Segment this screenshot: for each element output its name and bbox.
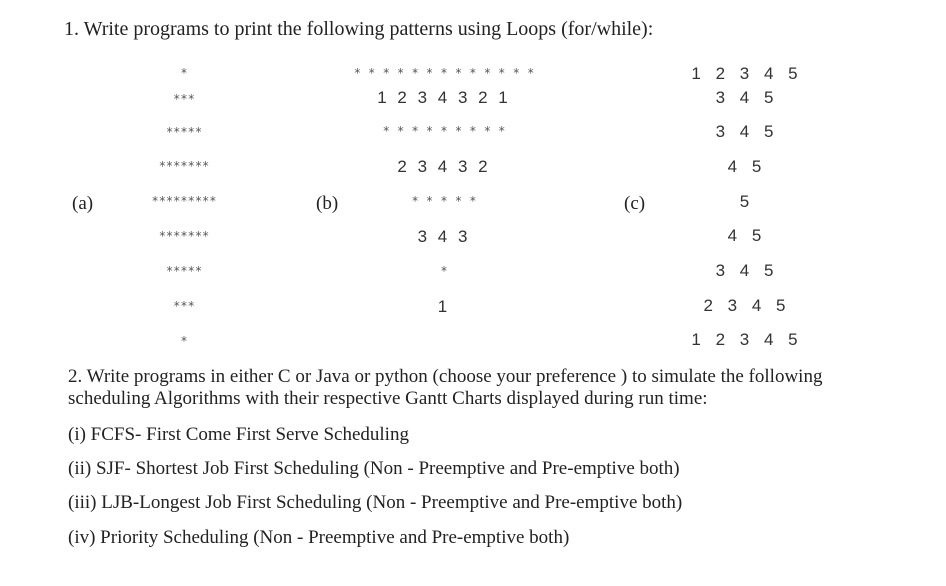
pattern-a-row: * bbox=[180, 334, 188, 348]
pattern-c-row: 5 bbox=[739, 192, 755, 211]
question-1-heading: 1. Write programs to print the following patterns using Loops (for/while): bbox=[64, 18, 654, 40]
pattern-c-row: 1 2 3 4 5 bbox=[691, 330, 803, 349]
pattern-b-row: * bbox=[440, 264, 448, 278]
pattern-a-row: ***** bbox=[165, 264, 203, 278]
pattern-b-row: * * * * * * * * * * * * * bbox=[353, 66, 535, 80]
pattern-c-row: 1 2 3 4 5 bbox=[691, 64, 803, 83]
label-c: (c) bbox=[624, 193, 646, 214]
pattern-a-row: ******* bbox=[158, 229, 210, 243]
label-a: (a) bbox=[72, 193, 94, 214]
algorithm-item: (iv) Priority Scheduling (Non - Preemptive and Pre-emptive both) bbox=[68, 527, 570, 548]
pattern-c-row: 4 5 bbox=[727, 226, 767, 245]
pattern-c-row: 3 4 5 bbox=[715, 122, 779, 141]
algorithm-item: (i) FCFS- First Come First Serve Scheduling bbox=[68, 424, 409, 445]
pattern-b-row: 2 3 4 3 2 bbox=[397, 157, 491, 176]
pattern-b-row: 1 bbox=[437, 297, 451, 316]
pattern-a-row: *** bbox=[173, 299, 195, 313]
pattern-a-row: *** bbox=[173, 92, 195, 106]
pattern-c-row: 2 3 4 5 bbox=[703, 296, 791, 315]
pattern-c-row: 4 5 bbox=[727, 157, 767, 176]
pattern-b-row: * * * * * bbox=[411, 194, 477, 208]
pattern-a-row: ***** bbox=[165, 125, 203, 139]
pattern-c-row: 3 4 5 bbox=[715, 261, 779, 280]
pattern-c-row: 3 4 5 bbox=[715, 88, 779, 107]
question-2-heading: 2. Write programs in either C or Java or python (choose your preference ) to simulate the following scheduling Algorithms with their respective Gantt Charts displayed during run time: bbox=[68, 366, 823, 409]
pattern-a-row: ******* bbox=[158, 159, 210, 173]
label-b: (b) bbox=[316, 193, 339, 214]
pattern-b-row: 3 4 3 bbox=[417, 227, 471, 246]
algorithm-item: (iii) LJB-Longest Job First Scheduling (Non - Preemptive and Pre-emptive both) bbox=[68, 492, 683, 513]
pattern-b-row: 1 2 3 4 3 2 1 bbox=[377, 88, 511, 107]
pattern-a-row: ********* bbox=[151, 194, 217, 208]
pattern-a-row: * bbox=[180, 66, 188, 80]
pattern-b-row: * * * * * * * * * bbox=[382, 124, 506, 138]
algorithm-item: (ii) SJF- Shortest Job First Scheduling (Non - Preemptive and Pre-emptive both) bbox=[68, 458, 680, 479]
